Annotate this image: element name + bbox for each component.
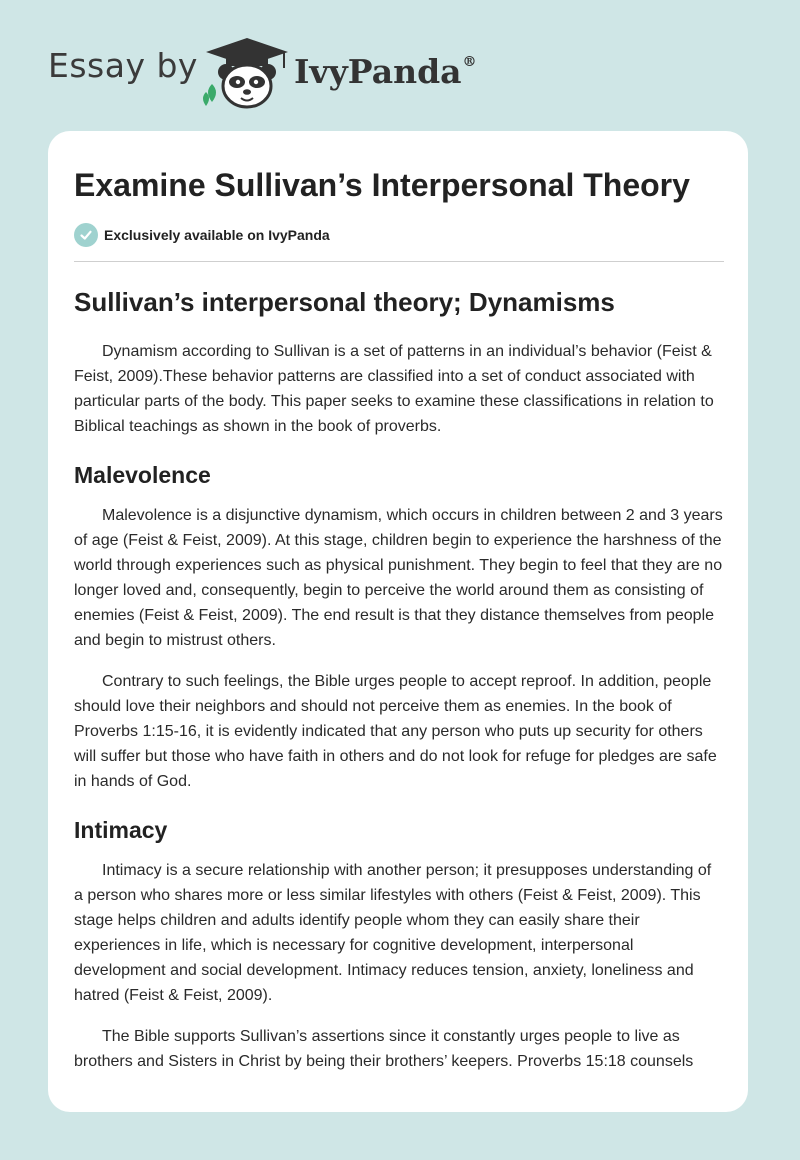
essay-by-label: Essay by [48,46,198,85]
divider [74,261,724,262]
paragraph-intimacy-2: The Bible supports Sullivan’s assertions since it constantly urges people to live as brothers and Sisters in Christ by being their brothers’ keepers. Proverbs 15:18 counsels [74,1028,694,1070]
site-header [0,0,800,130]
badge-text: Exclusively available on IvyPanda [104,227,330,243]
essay-card [48,131,748,1112]
section-title: Sullivan’s interpersonal theory; Dynamisms [74,287,615,317]
paragraph-intro: Dynamism according to Sullivan is a set of patterns in an individual’s behavior (Feist & Feist, 2009).These behavior patterns are classified into a set of conduct associated with particular parts of the body. This paper seeks to examine these classifications in relation to Biblical teachings as shown in the book of proverbs. [74,343,714,435]
heading-malevolence: Malevolence [74,462,211,488]
paragraph-malevolence-1: Malevolence is a disjunctive dynamism, which occurs in children between 2 and 3 years of age (Feist & Feist, 2009). At this stage, children begin to experience the harshness of the world through experiences such as physical punishment. They begin to feel that they are no longer loved and, consequently, begin to perceive the world around them as consisting of enemies (Feist & Feist, 2009). The end result is that they distance themselves from people and begin to mistrust others. [74,507,723,649]
brand-name[interactable]: IvyPanda® [294,52,477,91]
check-circle-icon [74,223,98,247]
exclusive-badge [74,221,330,249]
paragraph-malevolence-2: Contrary to such feelings, the Bible urges people to accept reproof. In addition, people should love their neighbors and should not perceive them as enemies. In the book of Proverbs 1:15-16, it is evidently indicated that any person who puts up security for others will suffer but those who have faith in others and do not look for refuge for pledges are safe in hands of God. [74,673,717,790]
heading-intimacy: Intimacy [74,817,168,843]
panda-graduate-icon[interactable] [200,36,294,110]
paragraph-intimacy-1: Intimacy is a secure relationship with another person; it presupposes understanding of a person who shares more or less similar lifestyles with others (Feist & Feist, 2009). This stage helps children and adults identify people whom they can easily share their experiences in life, which is necessary for cognitive development, interpersonal development and social development. Intimacy reduces tension, anxiety, loneliness and hatred (Feist & Feist, 2009). [74,862,712,1004]
page-title: Examine Sullivan’s Interpersonal Theory [74,167,690,203]
essay-body [74,281,724,1090]
